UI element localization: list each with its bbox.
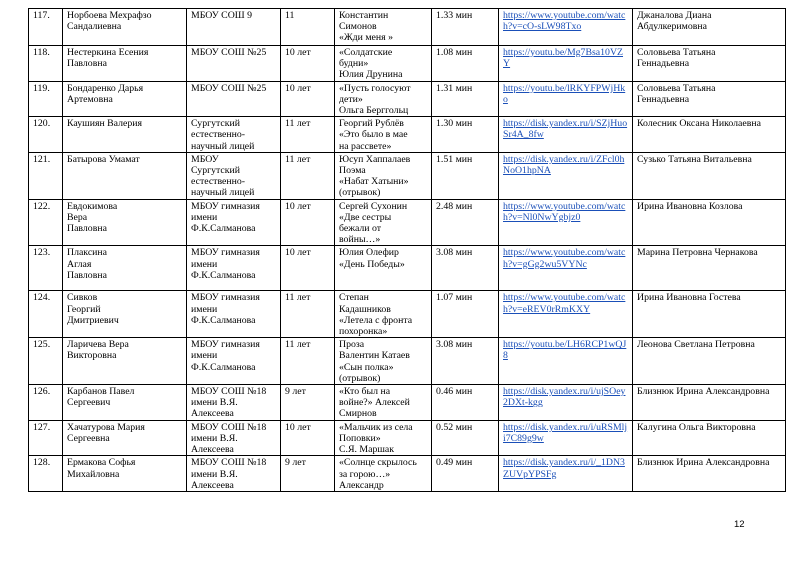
participant-name: Плаксина Аглая Павловна [63,246,187,291]
school-name: МБОУ СОШ 9 [187,9,281,46]
row-number: 125. [29,338,63,385]
duration-cell: 1.33 мин [432,9,499,46]
work-title: «Кто был на войне?» Алексей Смирнов [335,385,432,421]
work-title: Константин Симонов «Жди меня » [335,9,432,46]
duration-cell: 3.08 мин [432,338,499,385]
work-title: Юлия Олефир «День Победы» [335,246,432,291]
video-link[interactable]: https://disk.yandex.ru/i/_1DN3ZUVpYPSFg [499,456,633,492]
row-number: 124. [29,291,63,338]
grade-cell: 11 лет [281,152,335,199]
work-title: «Солнце скрылось за горою…» Александр [335,456,432,492]
row-number: 127. [29,420,63,456]
table-row [29,456,786,492]
teacher-name: Соловьева Татьяна Геннадьевна [633,46,786,82]
work-title: Георгий Рублёв «Это было в мае на рассвете» [335,117,432,153]
row-number: 122. [29,199,63,246]
duration-cell: 0.52 мин [432,420,499,456]
table-row [29,117,786,153]
school-name: МБОУ СОШ №18 имени В.Я. Алексеева [187,456,281,492]
table-row [29,9,786,46]
table-row [29,338,786,385]
video-link[interactable]: https://youtu.be/Mg7Bsa10VZY [499,46,633,82]
table-body [29,9,786,492]
teacher-name: Соловьева Татьяна Геннадьевна [633,81,786,117]
participant-name: Каушиян Валерия [63,117,187,153]
work-title: Юсуп Хаппалаев Поэма «Набат Хатыни» (отрывок) [335,152,432,199]
duration-cell: 1.08 мин [432,46,499,82]
participant-name: Ларичева Вера Викторовна [63,338,187,385]
school-name: МБОУ СОШ №25 [187,46,281,82]
duration-cell: 1.30 мин [432,117,499,153]
participant-name: Сивков Георгий Дмитриевич [63,291,187,338]
video-link[interactable]: https://www.youtube.com/watch?v=Nl0NwYgbjz0 [499,199,633,246]
video-link[interactable]: https://www.youtube.com/watch?v=cO-sLW98Txo [499,9,633,46]
duration-cell: 1.07 мин [432,291,499,338]
school-name: МБОУ гимназия имени Ф.К.Салманова [187,246,281,291]
teacher-name: Калугина Ольга Викторовна [633,420,786,456]
school-name: МБОУ СОШ №18 имени В.Я. Алексеева [187,385,281,421]
duration-cell: 2.48 мин [432,199,499,246]
table-row [29,46,786,82]
grade-cell: 10 лет [281,246,335,291]
duration-cell: 1.51 мин [432,152,499,199]
grade-cell: 10 лет [281,46,335,82]
teacher-name: Сузько Татьяна Витальевна [633,152,786,199]
work-title: Проза Валентин Катаев «Сын полка» (отрывок) [335,338,432,385]
grade-cell: 11 лет [281,338,335,385]
school-name: МБОУ гимназия имени Ф.К.Салманова [187,291,281,338]
grade-cell: 9 лет [281,456,335,492]
work-title: Сергей Сухонин «Две сестры бежали от войны…» [335,199,432,246]
school-name: МБОУ Сургутский естественно- научный лицей [187,152,281,199]
grade-cell: 9 лет [281,385,335,421]
participant-name: Хачатурова Мария Сергеевна [63,420,187,456]
teacher-name: Ирина Ивановна Козлова [633,199,786,246]
table-row [29,420,786,456]
teacher-name: Колесник Оксана Николаевна [633,117,786,153]
duration-cell: 1.31 мин [432,81,499,117]
video-link[interactable]: https://www.youtube.com/watch?v=gGg2wu5VYNc [499,246,633,291]
grade-cell: 10 лет [281,199,335,246]
participant-name: Карбанов Павел Сергеевич [63,385,187,421]
teacher-name: Близнюк Ирина Александровна [633,456,786,492]
video-link[interactable]: https://disk.yandex.ru/i/uRSMlji7C89g9w [499,420,633,456]
participant-name: Нестеркина Есения Павловна [63,46,187,82]
work-title: Степан Кадашников «Летела с фронта похоронка» [335,291,432,338]
video-link[interactable]: https://youtu.be/lRKYFPWjHko [499,81,633,117]
duration-cell: 0.46 мин [432,385,499,421]
school-name: Сургутский естественно- научный лицей [187,117,281,153]
work-title: «Пусть голосуют дети» Ольга Берггольц [335,81,432,117]
table-row [29,291,786,338]
duration-cell: 0.49 мин [432,456,499,492]
teacher-name: Марина Петровна Чернакова [633,246,786,291]
table-row [29,152,786,199]
row-number: 119. [29,81,63,117]
grade-cell: 11 лет [281,291,335,338]
grade-cell: 11 [281,9,335,46]
table-row [29,199,786,246]
school-name: МБОУ СОШ №18 имени В.Я. Алексеева [187,420,281,456]
row-number: 120. [29,117,63,153]
table-row [29,246,786,291]
participant-name: Ермакова Софья Михайловна [63,456,187,492]
video-link[interactable]: https://youtu.be/LH6RCP1wQJ8 [499,338,633,385]
participant-name: Батырова Умамат [63,152,187,199]
grade-cell: 10 лет [281,81,335,117]
table-row [29,385,786,421]
teacher-name: Джаналова Диана Абдулкеримовна [633,9,786,46]
video-link[interactable]: https://disk.yandex.ru/i/ZFcl0hNoO1hpNA [499,152,633,199]
teacher-name: Ирина Ивановна Гостева [633,291,786,338]
row-number: 128. [29,456,63,492]
participants-table [28,8,786,492]
grade-cell: 10 лет [281,420,335,456]
video-link[interactable]: https://disk.yandex.ru/i/SZjHuoSr4A_8fw [499,117,633,153]
video-link[interactable]: https://www.youtube.com/watch?v=eREV0rRmKXY [499,291,633,338]
row-number: 126. [29,385,63,421]
participant-name: Бондаренко Дарья Артемовна [63,81,187,117]
video-link[interactable]: https://disk.yandex.ru/i/ujSOey2DXt-kgg [499,385,633,421]
work-title: «Солдатские будни» Юлия Друнина [335,46,432,82]
row-number: 123. [29,246,63,291]
page-number: 12 [734,519,745,530]
row-number: 118. [29,46,63,82]
duration-cell: 3.08 мин [432,246,499,291]
grade-cell: 11 лет [281,117,335,153]
table-row [29,81,786,117]
teacher-name: Близнюк Ирина Александровна [633,385,786,421]
row-number: 121. [29,152,63,199]
participant-name: Евдокимова Вера Павловна [63,199,187,246]
participant-name: Норбоева Мехрафзо Сандалиевна [63,9,187,46]
teacher-name: Леонова Светлана Петровна [633,338,786,385]
work-title: «Мальчик из села Поповки» С.Я. Маршак [335,420,432,456]
school-name: МБОУ СОШ №25 [187,81,281,117]
row-number: 117. [29,9,63,46]
school-name: МБОУ гимназия имени Ф.К.Салманова [187,199,281,246]
school-name: МБОУ гимназия имени Ф.К.Салманова [187,338,281,385]
